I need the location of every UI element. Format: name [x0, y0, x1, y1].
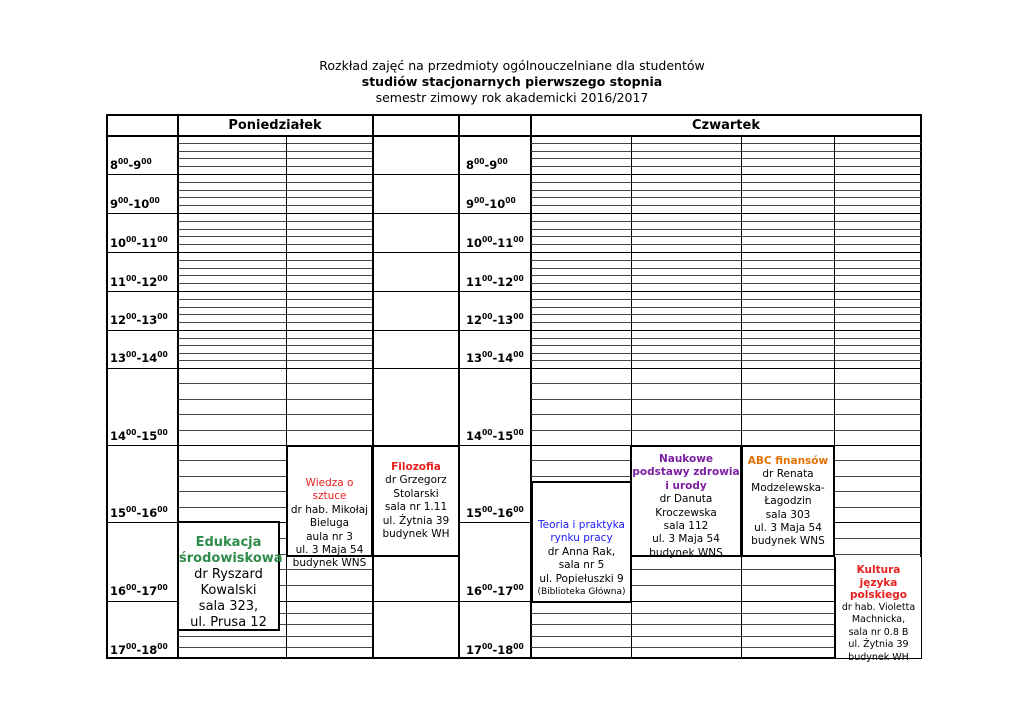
sub-line	[531, 383, 631, 384]
sub-line	[632, 353, 741, 354]
course-detail: budynek WNS	[649, 546, 723, 559]
course-detail: (Biblioteka Główna)	[537, 587, 626, 598]
sub-line	[287, 345, 372, 346]
sub-line	[632, 244, 741, 245]
sub-line	[742, 268, 834, 269]
sub-line	[287, 647, 372, 648]
sub-line	[742, 229, 834, 230]
sub-line	[531, 151, 631, 152]
course-detail: Modzelewska-	[751, 481, 825, 494]
sub-line	[531, 197, 631, 198]
sub-line	[287, 244, 372, 245]
sub-line	[835, 268, 921, 269]
sub-line	[835, 236, 921, 237]
sub-line	[835, 158, 921, 159]
hour-line	[106, 252, 922, 253]
sub-line	[742, 158, 834, 159]
course-detail: Łagodzin	[764, 495, 812, 508]
sub-line	[531, 399, 631, 400]
sub-line	[178, 283, 286, 284]
course-edukacja-srodowiskowa	[177, 521, 283, 631]
course-kultura-jezyka-polskiego	[834, 557, 921, 663]
course-title: Teoria i praktyka	[538, 519, 625, 531]
sub-line	[835, 430, 921, 431]
sub-line	[742, 166, 834, 167]
sub-line	[835, 476, 921, 477]
sub-line	[178, 476, 286, 477]
sub-line	[287, 268, 372, 269]
course-title: ABC finansów	[747, 455, 829, 467]
course-title: Naukowe	[658, 453, 714, 465]
sub-line	[742, 383, 834, 384]
sub-line	[287, 221, 372, 222]
sub-line	[742, 151, 834, 152]
sub-line	[531, 182, 631, 183]
sub-line	[835, 460, 921, 461]
sub-line	[531, 229, 631, 230]
course-detail: Stolarski	[393, 487, 439, 500]
time-label: $12^{00}-13^{00}$	[466, 312, 524, 327]
sub-line	[287, 158, 372, 159]
sub-line	[742, 143, 834, 144]
sub-line	[742, 647, 834, 648]
course-detail: ul. 3 Maja 54	[652, 533, 720, 546]
sub-line	[531, 205, 631, 206]
sub-line	[632, 236, 741, 237]
sub-line	[178, 275, 286, 276]
sub-line	[742, 414, 834, 415]
hour-line	[106, 174, 922, 175]
sub-line	[178, 430, 286, 431]
course-naukowe-podstawy-zdrowia-i-urody	[630, 445, 742, 557]
time-label: $8^{00}-9^{00}$	[466, 157, 508, 172]
sub-line	[835, 360, 921, 361]
time-label: $11^{00}-12^{00}$	[110, 274, 168, 289]
sub-line	[178, 166, 286, 167]
sub-line	[742, 430, 834, 431]
sub-line	[287, 414, 372, 415]
course-detail: dr Ryszard	[194, 567, 263, 582]
sub-line	[178, 151, 286, 152]
sub-line	[531, 360, 631, 361]
sub-line	[632, 569, 741, 570]
sub-line	[287, 151, 372, 152]
sub-line	[178, 414, 286, 415]
sub-line	[835, 353, 921, 354]
sub-line	[287, 430, 372, 431]
sub-line	[632, 585, 741, 586]
sub-line	[531, 636, 631, 637]
sub-line	[835, 299, 921, 300]
sub-line	[287, 636, 372, 637]
sub-line	[835, 229, 921, 230]
sub-line	[287, 236, 372, 237]
sub-line	[287, 307, 372, 308]
sub-line	[742, 624, 834, 625]
sub-line	[178, 647, 286, 648]
sub-line	[835, 491, 921, 492]
sub-line	[531, 353, 631, 354]
sub-line	[835, 244, 921, 245]
course-wiedza-o-sztuce	[286, 445, 373, 570]
time-label: $9^{00}-10^{00}$	[110, 196, 160, 211]
time-label: $17^{00}-18^{00}$	[466, 642, 524, 657]
course-title: Kultura języka	[856, 564, 901, 589]
sub-line	[178, 158, 286, 159]
sub-line	[632, 190, 741, 191]
sub-line	[287, 283, 372, 284]
sub-line	[632, 624, 741, 625]
course-detail: dr hab. Mikołaj	[290, 503, 369, 516]
sub-line	[632, 360, 741, 361]
sub-line	[531, 345, 631, 346]
sub-line	[287, 383, 372, 384]
sub-line	[531, 613, 631, 614]
sub-line	[632, 636, 741, 637]
sub-line	[742, 585, 834, 586]
sub-line	[835, 414, 921, 415]
sub-line	[178, 221, 286, 222]
time-label: $12^{00}-13^{00}$	[110, 312, 168, 327]
sub-line	[742, 197, 834, 198]
sub-line	[835, 307, 921, 308]
course-detail: aula nr 3	[306, 530, 353, 543]
course-detail: ul. 3 Maja 54	[754, 522, 822, 535]
day-header-thursday: Czwartek	[692, 118, 760, 133]
time-label: $9^{00}-10^{00}$	[466, 196, 516, 211]
sub-line	[531, 275, 631, 276]
sub-line	[835, 283, 921, 284]
course-detail: sala nr 0.8 B	[848, 626, 909, 638]
column-line	[372, 114, 374, 659]
time-label: $13^{00}-14^{00}$	[466, 350, 524, 365]
course-abc-finansow	[741, 445, 835, 557]
sub-line	[835, 221, 921, 222]
course-title: rynku pracy	[550, 532, 613, 545]
sub-line	[632, 314, 741, 315]
sub-line	[531, 221, 631, 222]
sub-line	[287, 260, 372, 261]
sub-line	[632, 166, 741, 167]
sub-line	[742, 283, 834, 284]
course-detail: dr Renata	[762, 468, 814, 481]
sub-line	[742, 221, 834, 222]
sub-line	[287, 399, 372, 400]
sub-line	[531, 236, 631, 237]
course-title: Filozofia	[391, 461, 441, 473]
sub-line	[632, 268, 741, 269]
sub-line	[742, 205, 834, 206]
sub-line	[742, 244, 834, 245]
sub-line	[531, 647, 631, 648]
sub-line	[835, 151, 921, 152]
sub-line	[178, 360, 286, 361]
sub-line	[531, 244, 631, 245]
course-detail: sala 323,	[198, 599, 259, 614]
sub-line	[632, 647, 741, 648]
sub-line	[287, 190, 372, 191]
time-label: $16^{00}-17^{00}$	[466, 583, 524, 598]
sub-line	[531, 314, 631, 315]
sub-line	[287, 166, 372, 167]
sub-line	[531, 260, 631, 261]
course-detail: budynek WH	[848, 651, 909, 663]
sub-line	[742, 360, 834, 361]
sub-line	[287, 353, 372, 354]
course-title: i urody	[665, 479, 707, 492]
sub-line	[742, 613, 834, 614]
sub-line	[632, 158, 741, 159]
course-detail: Machnicka,	[851, 614, 906, 625]
sub-line	[835, 507, 921, 508]
sub-line	[835, 182, 921, 183]
sub-line	[531, 414, 631, 415]
sub-line	[742, 182, 834, 183]
sub-line	[287, 338, 372, 339]
sub-line	[632, 260, 741, 261]
time-label: $10^{00}-11^{00}$	[466, 235, 524, 250]
course-detail: budynek WNS	[751, 535, 825, 548]
sub-line	[835, 275, 921, 276]
sub-line	[287, 299, 372, 300]
column-line	[458, 114, 460, 659]
sub-line	[742, 236, 834, 237]
sub-line	[742, 345, 834, 346]
sub-line	[632, 307, 741, 308]
course-detail: dr Grzegorz	[385, 474, 447, 487]
course-detail: budynek WNS	[292, 557, 367, 570]
hour-line	[106, 368, 922, 369]
course-detail: ul. 3 Maja 54	[295, 544, 364, 557]
course-detail: sala 112	[663, 520, 709, 533]
sub-line	[835, 538, 921, 539]
sub-line	[835, 338, 921, 339]
sub-line	[287, 143, 372, 144]
sub-line	[178, 307, 286, 308]
sub-line	[287, 182, 372, 183]
time-label: $13^{00}-14^{00}$	[110, 350, 168, 365]
header-line-3: semestr zimowy rok akademicki 2016/2017	[375, 90, 649, 105]
time-label: $16^{00}-17^{00}$	[110, 583, 168, 598]
hour-line	[106, 330, 922, 331]
sub-line	[835, 205, 921, 206]
sub-line	[632, 430, 741, 431]
sub-line	[287, 585, 372, 586]
sub-line	[531, 338, 631, 339]
sub-line	[178, 460, 286, 461]
sub-line	[632, 221, 741, 222]
hour-line	[106, 213, 922, 214]
course-detail: dr Anna Rak,	[547, 545, 616, 558]
sub-line	[835, 345, 921, 346]
course-detail: sala nr 1.11	[384, 501, 448, 514]
sub-line	[632, 205, 741, 206]
sub-line	[632, 322, 741, 323]
sub-line	[178, 143, 286, 144]
sub-line	[742, 275, 834, 276]
course-detail: Kowalski	[200, 583, 257, 598]
sub-line	[742, 299, 834, 300]
sub-line	[632, 338, 741, 339]
sub-line	[531, 268, 631, 269]
course-filozofia	[372, 445, 460, 557]
sub-line	[287, 360, 372, 361]
sub-line	[632, 229, 741, 230]
course-title: Wiedza o sztuce	[305, 477, 354, 503]
day-header-monday: Poniedziałek	[228, 118, 322, 133]
sub-line	[742, 314, 834, 315]
sub-line	[835, 399, 921, 400]
sub-line	[178, 182, 286, 183]
sub-line	[531, 158, 631, 159]
course-detail: ul. Popiełuszki 9	[539, 572, 624, 585]
header-line-2: studiów stacjonarnych pierwszego stopnia	[361, 74, 663, 89]
course-detail: sala 303	[765, 508, 811, 521]
sub-line	[632, 182, 741, 183]
sub-line	[287, 197, 372, 198]
sub-line	[287, 624, 372, 625]
sub-line	[531, 299, 631, 300]
sub-line	[632, 151, 741, 152]
sub-line	[632, 299, 741, 300]
sub-line	[632, 613, 741, 614]
course-detail: dr hab. Violetta	[841, 601, 916, 613]
sub-line	[287, 205, 372, 206]
sub-line	[178, 507, 286, 508]
hour-line	[106, 291, 922, 292]
sub-line	[742, 399, 834, 400]
sub-line	[178, 353, 286, 354]
sub-line	[178, 236, 286, 237]
course-detail: budynek WH	[382, 528, 450, 541]
sub-line	[178, 338, 286, 339]
sub-line	[742, 307, 834, 308]
sub-line	[742, 636, 834, 637]
sub-line	[742, 322, 834, 323]
sub-line	[835, 314, 921, 315]
sub-line	[742, 569, 834, 570]
course-teoria-i-praktyka-rynku-pracy	[531, 481, 632, 603]
sub-line	[178, 636, 286, 637]
sub-line	[178, 197, 286, 198]
sub-line	[531, 460, 631, 461]
sub-line	[632, 383, 741, 384]
time-label: $10^{00}-11^{00}$	[110, 235, 168, 250]
sub-line	[531, 190, 631, 191]
sub-line	[178, 268, 286, 269]
sub-line	[632, 197, 741, 198]
sub-line	[835, 383, 921, 384]
sub-line	[742, 338, 834, 339]
sub-line	[178, 345, 286, 346]
sub-line	[632, 345, 741, 346]
sub-line	[178, 491, 286, 492]
sub-line	[531, 283, 631, 284]
course-detail: ul. Prusa 12	[190, 615, 267, 630]
sub-line	[178, 299, 286, 300]
course-detail: Bieluga	[309, 517, 350, 530]
sub-line	[632, 275, 741, 276]
course-title: polskiego	[849, 589, 907, 601]
course-title: Edukacja	[195, 535, 262, 550]
sub-line	[531, 307, 631, 308]
sub-line	[835, 190, 921, 191]
sub-line	[178, 399, 286, 400]
sub-line	[531, 430, 631, 431]
course-detail: Kroczewska	[655, 506, 717, 519]
sub-line	[178, 190, 286, 191]
sub-line	[835, 166, 921, 167]
sub-line	[632, 283, 741, 284]
sub-line	[178, 383, 286, 384]
time-label: $15^{00}-16^{00}$	[110, 505, 168, 520]
sub-line	[287, 229, 372, 230]
time-label: $14^{00}-15^{00}$	[466, 428, 524, 443]
course-title: podstawy zdrowia	[632, 466, 740, 479]
sub-line	[742, 353, 834, 354]
sub-line	[178, 205, 286, 206]
sub-line	[531, 143, 631, 144]
sub-line	[835, 143, 921, 144]
sub-line	[531, 166, 631, 167]
sub-line	[178, 260, 286, 261]
course-detail: ul. Żytnia 39	[382, 514, 450, 527]
sub-line	[178, 244, 286, 245]
header-line-1: Rozkład zajęć na przedmioty ogólnouczelniane dla studentów	[319, 58, 705, 73]
course-title: środowiskowa	[179, 551, 283, 566]
course-detail: ul. Żytnia 39	[848, 639, 909, 650]
sub-line	[531, 624, 631, 625]
course-detail: dr Danuta	[659, 493, 713, 506]
sub-line	[742, 260, 834, 261]
sub-line	[835, 197, 921, 198]
course-detail: sala nr 5	[558, 559, 605, 572]
sub-line	[287, 613, 372, 614]
sub-line	[178, 229, 286, 230]
sub-line	[632, 414, 741, 415]
sub-line	[531, 322, 631, 323]
sub-line	[835, 554, 921, 555]
time-label: $15^{00}-16^{00}$	[466, 505, 524, 520]
sub-line	[632, 399, 741, 400]
time-label: $11^{00}-12^{00}$	[466, 274, 524, 289]
sub-line	[287, 314, 372, 315]
sub-line	[835, 260, 921, 261]
sub-line	[287, 275, 372, 276]
sub-line	[178, 322, 286, 323]
time-label: $8^{00}-9^{00}$	[110, 157, 152, 172]
sub-line	[178, 314, 286, 315]
sub-line	[835, 322, 921, 323]
sub-line	[742, 190, 834, 191]
time-label: $17^{00}-18^{00}$	[110, 642, 168, 657]
sub-line	[531, 476, 631, 477]
sub-line	[287, 322, 372, 323]
time-label: $14^{00}-15^{00}$	[110, 428, 168, 443]
sub-line	[632, 143, 741, 144]
